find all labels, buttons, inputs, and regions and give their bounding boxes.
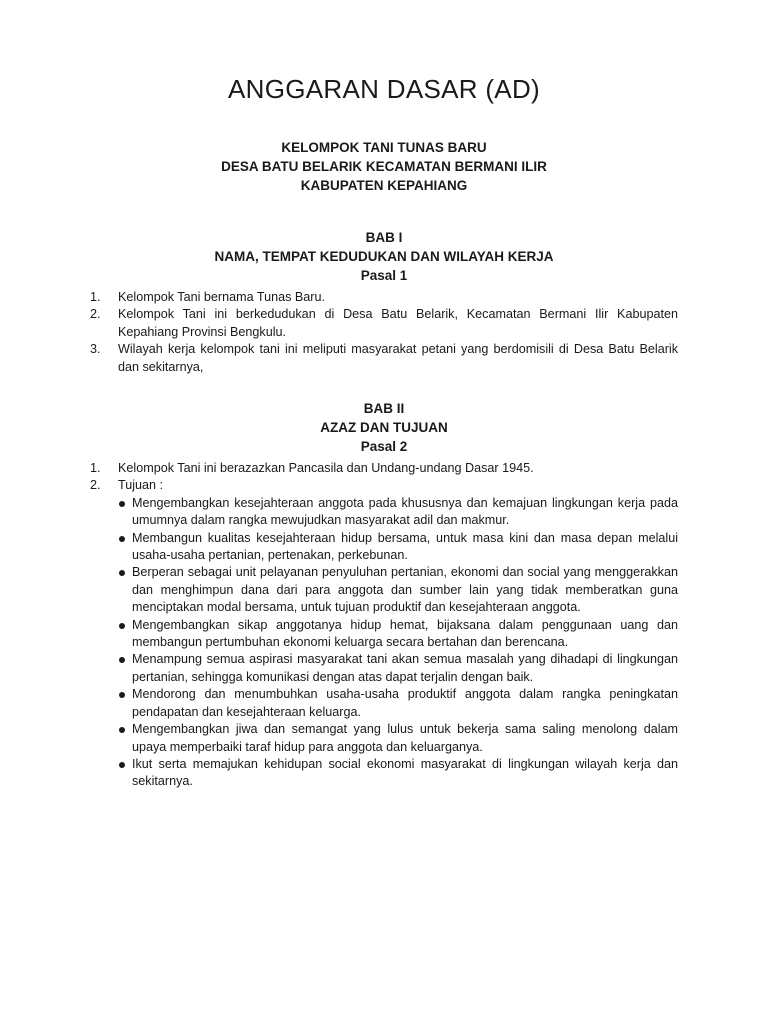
bullet-item: Mengembangkan sikap anggotanya hidup hemat, bijaksana dalam penggunaan uang dan membangun pertumbuhan ekonomi keluarga secara bertahan dan berencana. <box>118 617 678 652</box>
list-item <box>90 477 678 790</box>
organization-village: DESA BATU BELARIK KECAMATAN BERMANI ILIR <box>221 159 547 174</box>
bullet-item: Menampung semua aspirasi masyarakat tani akan semua masalah yang dihadapi di lingkungan pertanian, sehingga komunikasi dengan atas dapat terjalin dengan baik. <box>118 651 678 686</box>
list-item-number: 2. <box>90 478 101 493</box>
bullet-item: Mengembangkan kesejahteraan anggota pada khususnya dan kemajuan lingkungan kerja pada umumnya dalam rangka mewujudkan masyarakat adil dan makmur. <box>118 495 678 530</box>
organization-name: KELOMPOK TANI TUNAS BARU <box>281 140 487 155</box>
chapter-2-number: BAB II <box>363 401 405 416</box>
bullet-item: Membangun kualitas kesejahteraan hidup bersama, untuk masa kini dan masa depan melalui usaha-usaha pertanian, pertenakan, perkebunan. <box>118 530 678 565</box>
chapter-1-list <box>90 289 678 376</box>
list-item <box>90 460 678 477</box>
chapter-2-article: Pasal 2 <box>360 439 408 454</box>
chapter-1-article: Pasal 1 <box>360 268 408 283</box>
chapter-2-title: AZAZ DAN TUJUAN <box>320 420 448 435</box>
chapter-1-title: NAMA, TEMPAT KEDUDUKAN DAN WILAYAH KERJA <box>214 249 554 264</box>
list-item-text: Kelompok Tani bernama Tunas Baru. <box>118 290 325 304</box>
chapter-2-list <box>90 460 678 791</box>
bullet-item: Mengembangkan jiwa dan semangat yang lulus untuk bekerja sama saling menolong dalam upaya memperbaiki taraf hidup para anggota dan keluarganya. <box>118 721 678 756</box>
chapter-1-number: BAB I <box>365 230 403 245</box>
list-item-text: Tujuan : <box>118 478 164 493</box>
list-item-number: 2. <box>90 307 101 322</box>
organization-header <box>0 138 768 195</box>
list-item <box>90 289 678 306</box>
goals-bullet-list <box>118 495 678 791</box>
list-item-text: Wilayah kerja kelompok tani ini meliputi masyarakat petani yang berdomisili di Desa Batu Belarik dan sekitarnya, <box>118 342 678 374</box>
list-item-number: 1. <box>90 290 101 304</box>
bullet-item: Berperan sebagai unit pelayanan penyuluhan pertanian, ekonomi dan social yang menggerakkan dan menghimpun dana dari para anggota dan sumber lain yang tidak memberatkan guna menciptakan modal bersama, untuk tujuan produktif dan kesejahteraan anggota. <box>118 564 678 616</box>
organization-regency: KABUPATEN KEPAHIANG <box>300 178 468 193</box>
list-item <box>90 341 678 376</box>
bullet-item: Ikut serta memajukan kehidupan social ekonomi masyarakat di lingkungan wilayah kerja dan sekitarnya. <box>118 756 678 791</box>
list-item-number: 3. <box>90 342 101 357</box>
list-item-text: Kelompok Tani ini berazazkan Pancasila dan Undang-undang Dasar 1945. <box>118 461 534 475</box>
chapter-2-heading <box>0 399 768 456</box>
document-title: ANGGARAN DASAR (AD) <box>228 74 540 104</box>
chapter-1-heading <box>0 228 768 285</box>
list-item-text: Kelompok Tani ini berkedudukan di Desa Batu Belarik, Kecamatan Bermani Ilir Kabupaten Kepahiang Provinsi Bengkulu. <box>118 307 678 339</box>
bullet-item: Mendorong dan menumbuhkan usaha-usaha produktif anggota dalam rangka peningkatan pendapatan dan kesejahteraan keluarga. <box>118 686 678 721</box>
list-item-number: 1. <box>90 461 101 475</box>
list-item <box>90 306 678 341</box>
